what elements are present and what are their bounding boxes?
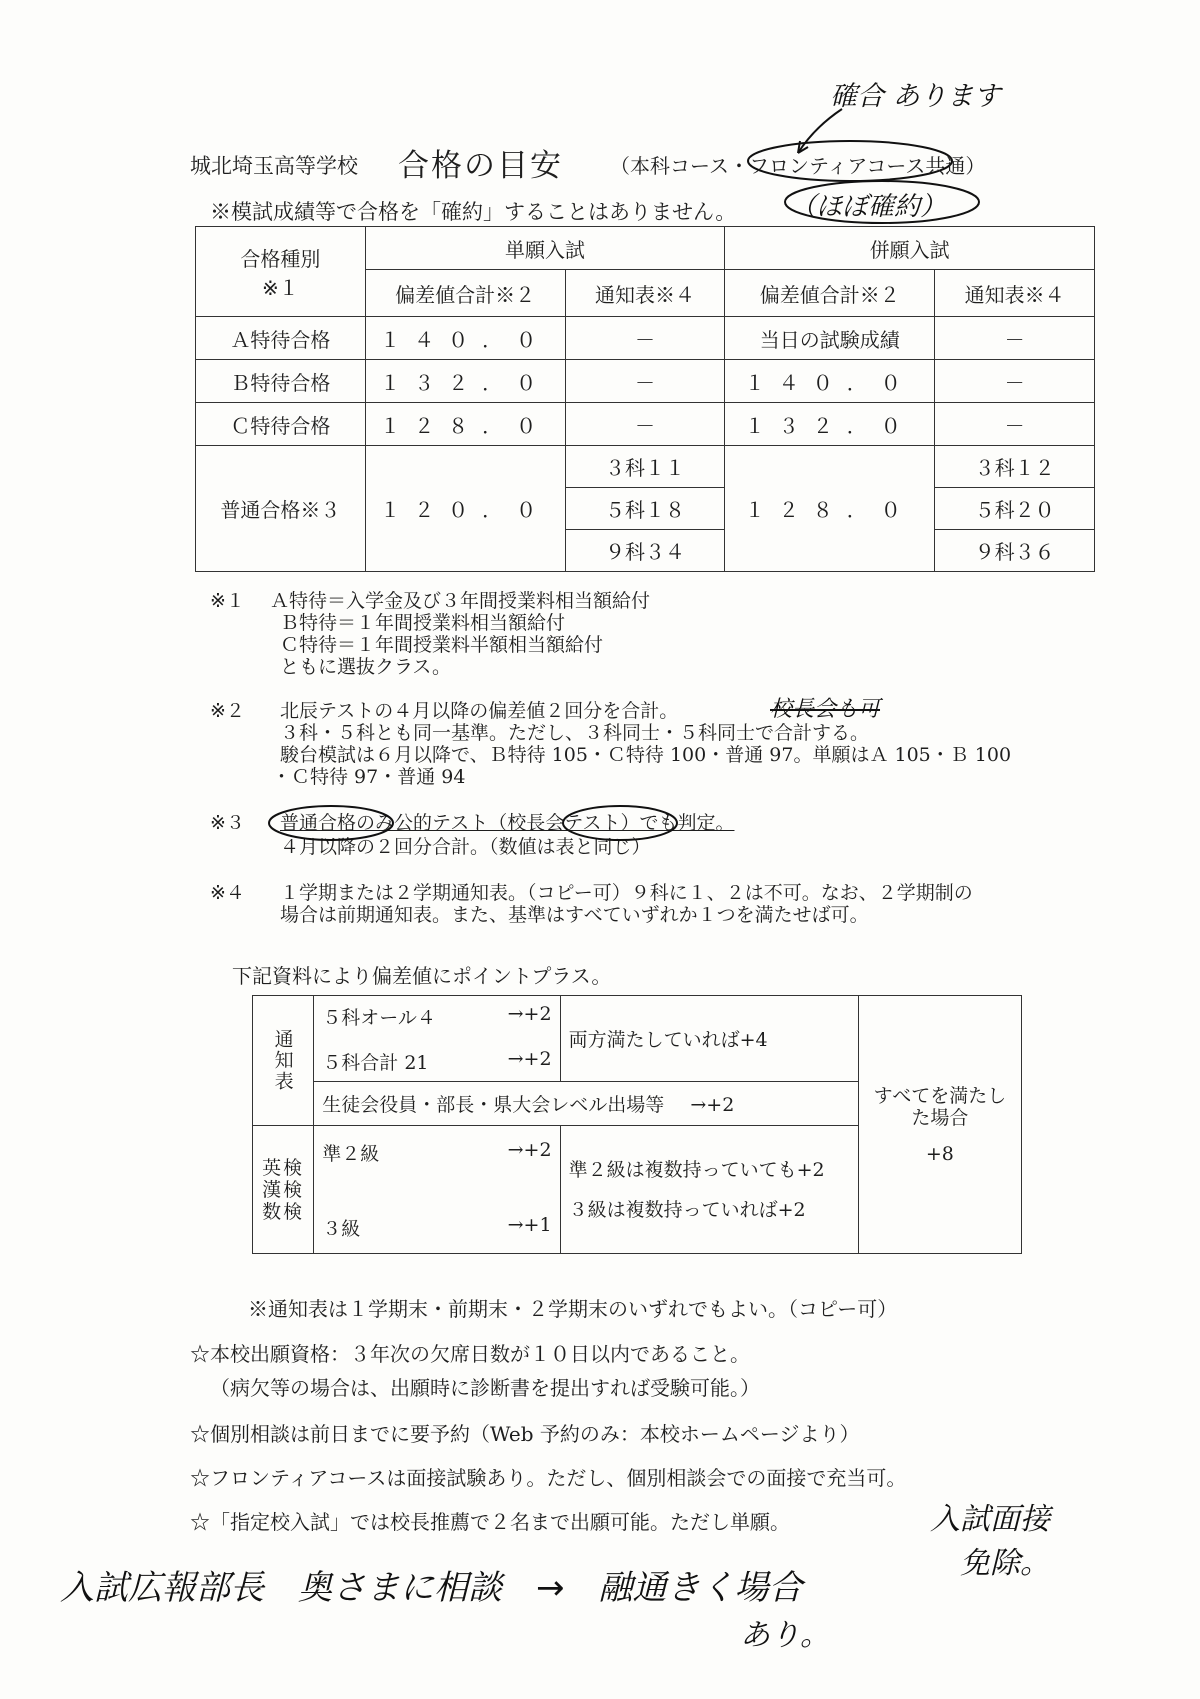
table-row xyxy=(196,446,1095,488)
bonus-five-all-pts: →+2 xyxy=(507,1002,552,1025)
note-2-mark: ※２ xyxy=(210,700,245,722)
row-label: Ｂ特待合格 xyxy=(196,360,366,403)
handwritten-note-bottom-2: あり。 xyxy=(740,1618,830,1653)
notice-text: ※模試成績等で合格を「確約」することはありません。 xyxy=(210,200,737,224)
note-1-line: ともに選抜クラス。 xyxy=(280,656,452,678)
bonus-officer: 生徒会役員・部長・県大会レベル出場等 xyxy=(322,1094,665,1116)
table-row xyxy=(196,403,1095,446)
cell-single-dev: １３２．０ xyxy=(365,360,565,403)
bonus-five-cell xyxy=(314,996,560,1082)
cell-single-dev: １２８．０ xyxy=(365,403,565,446)
bonus-g3-multi: ３級は複数持っていれば+2 xyxy=(568,1198,806,1221)
header-pass-type-label: 合格種別 xyxy=(240,246,321,271)
bonus-five-sum: ５科合計 21 xyxy=(322,1051,429,1074)
bonus-report-label: 通知表 xyxy=(253,996,314,1126)
bonus-all-cell xyxy=(858,996,1021,1254)
footer-line: ☆「指定校入試」では校長推薦で２名まで出願可能。ただし単願。 xyxy=(190,1510,790,1534)
bonus-pre2: 準２級 xyxy=(322,1142,380,1165)
bonus-pre2-multi: 準２級は複数持っていても+2 xyxy=(568,1158,825,1181)
header-pass-type-note: ※１ xyxy=(261,275,299,300)
cell-single-report: ９科３４ xyxy=(565,530,725,572)
cell-dual-dev: １３２．０ xyxy=(725,403,935,446)
row-label: 普通合格※３ xyxy=(196,446,366,572)
note-2-line: 駿台模試は６月以降で、Ｂ特待 105・Ｃ特待 100・普通 97。単願はＡ 105・Ｂ 100 xyxy=(280,744,1012,766)
handwritten-note-top: 確合 あります xyxy=(830,81,1001,112)
footer-line: ※通知表は１学期末・前期末・２学期末のいずれでもよい。（コピー可） xyxy=(248,1297,898,1321)
cell-single-dev: １４０．０ xyxy=(365,317,565,360)
header-dual: 併願入試 xyxy=(725,227,1095,270)
header-pass-type xyxy=(196,227,366,317)
handwritten-circle-normal xyxy=(266,803,396,843)
bonus-grade3: ３級 xyxy=(322,1217,361,1240)
bonus-both: 両方満たしていれば+4 xyxy=(560,996,858,1082)
cell-single-report: － xyxy=(565,317,725,360)
handwritten-circle-principal xyxy=(560,803,680,843)
cell-dual-dev: 当日の試験成績 xyxy=(725,317,935,360)
bonus-all-pts: +8 xyxy=(925,1142,954,1165)
page-title: 合格の目安 xyxy=(398,148,563,184)
handwritten-note-right-2: 免除。 xyxy=(960,1546,1050,1581)
bonus-multi-cell xyxy=(560,1126,858,1254)
header-dual-report: 通知表※４ xyxy=(935,270,1095,317)
cell-single-dev: １２０．０ xyxy=(365,446,565,572)
course-label: （本科コース・フロンティアコース共通） xyxy=(610,154,986,178)
cell-single-report: － xyxy=(565,360,725,403)
pass-criteria-table xyxy=(195,226,1095,572)
note-1-line: Ｂ特待＝１年間授業料相当額給付 xyxy=(280,612,566,634)
table-row xyxy=(196,360,1095,403)
cell-dual-report: － xyxy=(935,317,1095,360)
bonus-grade3-pts: →+1 xyxy=(507,1213,552,1236)
bonus-lead: 下記資料により偏差値にポイントプラス。 xyxy=(232,964,612,988)
cell-single-report: － xyxy=(565,403,725,446)
footer-line: ☆個別相談は前日までに要予約（Web 予約のみ：本校ホームページより） xyxy=(190,1422,860,1446)
handwritten-circle-guarantee xyxy=(782,178,982,226)
header-single-dev: 偏差値合計※２ xyxy=(365,270,565,317)
handwritten-almost-guaranteed: （ほぼ確約） xyxy=(790,192,947,222)
cell-dual-report: ９科３６ xyxy=(935,530,1095,572)
bonus-table xyxy=(252,995,1022,1254)
note-2-line: 北辰テストの４月以降の偏差値２回分を合計。 xyxy=(280,700,679,722)
note-1-line: Ｃ特待＝１年間授業料半額相当額給付 xyxy=(280,634,604,656)
cell-dual-report: ３科１２ xyxy=(935,446,1095,488)
table-row xyxy=(196,317,1095,360)
note-4-line: １学期または２学期通知表。（コピー可）９科に１、２は不可。なお、２学期制の xyxy=(280,882,973,904)
note-1-line: Ａ特待＝入学金及び３年間授業料相当額給付 xyxy=(270,590,651,612)
bonus-grade-cell xyxy=(314,1126,560,1254)
note-3-line: ４月以降の２回分合計。（数値は表と同じ） xyxy=(280,836,651,858)
cell-dual-dev: １４０．０ xyxy=(725,360,935,403)
note-3-mark: ※３ xyxy=(210,812,245,834)
handwritten-note-bottom: 入試広報部長 奥さまに相談 → 融通きく場合 xyxy=(60,1568,803,1608)
footer-line: ☆フロンティアコースは面接試験あり。ただし、個別相談会での面接で充当可。 xyxy=(190,1466,907,1490)
bonus-test-label: 英検漢検数検 xyxy=(253,1126,314,1254)
handwritten-note-right: 入試面接 xyxy=(930,1502,1050,1537)
cell-single-report: ３科１１ xyxy=(565,446,725,488)
note-3-line: 普通合格のみ公的テスト（校長会テスト）でも判定。 xyxy=(280,812,735,834)
cell-dual-report: － xyxy=(935,403,1095,446)
school-name: 城北埼玉高等学校 xyxy=(190,154,358,178)
bonus-officer-pts: →+2 xyxy=(690,1094,735,1116)
note-1-mark: ※１ xyxy=(210,590,245,612)
note-4-line: 場合は前期通知表。また、基準はすべていずれか１つを満たせば可。 xyxy=(280,904,869,926)
row-label: Ｃ特待合格 xyxy=(196,403,366,446)
cell-dual-report: ５科２０ xyxy=(935,488,1095,530)
bonus-five-all: ５科オール４ xyxy=(322,1006,436,1029)
cell-single-report: ５科１８ xyxy=(565,488,725,530)
bonus-all-met: すべてを満たした場合 xyxy=(873,1084,1007,1129)
cell-dual-dev: １２８．０ xyxy=(725,446,935,572)
footer-line: （病欠等の場合は、出願時に診断書を提出すれば受験可能。） xyxy=(210,1376,760,1400)
note-2-line: ３科・５科とも同一基準。ただし、３科同士・５科同士で合計する。 xyxy=(280,722,870,744)
note-2-line: ・Ｃ特待 97・普通 94 xyxy=(272,766,466,788)
cell-dual-report: － xyxy=(935,360,1095,403)
header-single-report: 通知表※４ xyxy=(565,270,725,317)
handwritten-strikethrough: 校長会も可 xyxy=(770,697,881,722)
bonus-officer-cell xyxy=(314,1082,859,1126)
note-4-mark: ※４ xyxy=(210,882,245,904)
footer-line: ☆本校出願資格：３年次の欠席日数が１０日以内であること。 xyxy=(190,1342,750,1366)
bonus-five-sum-pts: →+2 xyxy=(507,1047,552,1070)
header-single: 単願入試 xyxy=(365,227,725,270)
bonus-pre2-pts: →+2 xyxy=(507,1138,552,1161)
header-dual-dev: 偏差値合計※２ xyxy=(725,270,935,317)
row-label: Ａ特待合格 xyxy=(196,317,366,360)
